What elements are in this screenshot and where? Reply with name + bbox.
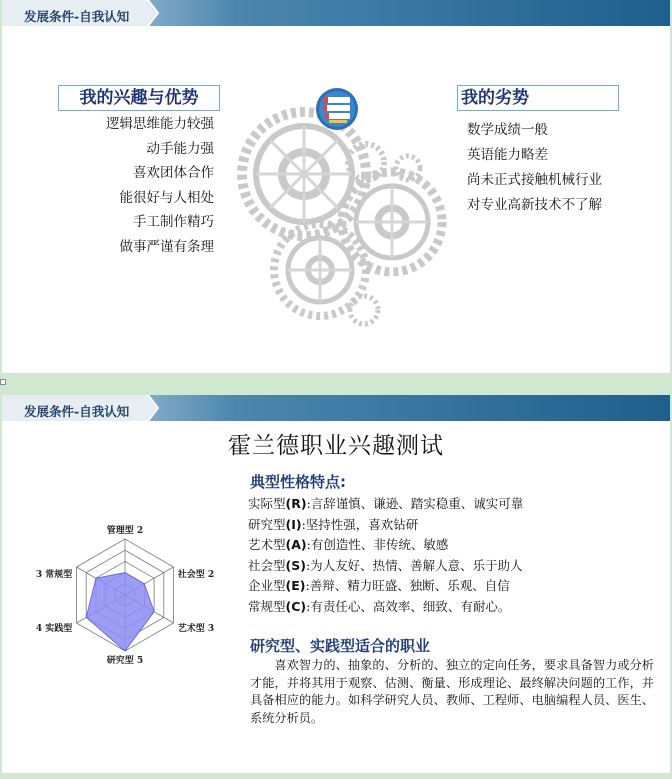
traits-list: [248, 494, 523, 617]
radar-label: 3 常规型: [35, 570, 73, 580]
slide-self-cognition-1: [2, 0, 670, 373]
list-item: 艺术型(A):有创造性、非传统、敏感: [248, 537, 449, 552]
books-icon: [315, 87, 359, 131]
list-item: 做事严谨有条理: [119, 238, 214, 255]
list-item: 逻辑思维能力较强: [106, 116, 214, 132]
list-item: 对专业高新技术不了解: [467, 197, 602, 213]
radar-label: 社会型 2: [177, 570, 215, 580]
radar-label: 艺术型 3: [177, 624, 215, 634]
slide-marker: [0, 379, 6, 385]
list-item: 英语能力略差: [467, 147, 548, 163]
header-title: 发展条件-自我认知: [24, 404, 130, 419]
career-paragraph: 喜欢智力的、抽象的、分析的、独立的定向任务，要求具备智力或分析才能，并将其用于观察、估测、衡量、形成理论、最终解决问题的工作，并具备相应的能力。如科学研究人员、教师、工程师、电脑编程人员、医生、系统分析员。: [250, 658, 654, 725]
radar-label: 4 实践型: [35, 624, 73, 634]
radar-series-area: [86, 573, 154, 651]
weaknesses-list: [467, 118, 602, 218]
traits-heading: 典型性格特点:: [250, 473, 346, 491]
header-title: 发展条件-自我认知: [24, 9, 130, 24]
list-item: 动手能力强: [146, 140, 214, 157]
radar-label: 管理型 2: [106, 526, 144, 536]
list-item: 企业型(E):善辩、精力旺盛、独断、乐观、自信: [248, 578, 510, 593]
strengths-title: 我的兴趣与优势: [58, 85, 220, 111]
header-banner: [2, 0, 670, 30]
holland-radar-chart: [30, 515, 230, 675]
page-title: 霍兰德职业兴趣测试: [228, 433, 444, 459]
list-item: 能很好与人相处: [119, 189, 214, 206]
strengths-list: [106, 112, 214, 259]
list-item: 常规型(C):有责任心、高效率、细致、有耐心。: [248, 598, 511, 614]
list-item: 社会型(S):为人友好、热情、善解人意、乐于助人: [248, 557, 523, 573]
slide-self-cognition-2: [2, 395, 670, 773]
header-banner: [2, 395, 670, 425]
list-item: 喜欢团体合作: [133, 165, 214, 181]
career-heading: 研究型、实践型适合的职业: [250, 637, 431, 655]
list-item: 手工制作精巧: [133, 214, 214, 230]
list-item: 尚未正式接触机械行业: [467, 172, 602, 188]
list-item: 实际型(R):言辞谨慎、谦逊、踏实稳重、诚实可靠: [248, 496, 524, 511]
list-item: 数学成绩一般: [467, 122, 548, 138]
list-item: 研究型(I):坚持性强，喜欢钻研: [248, 516, 419, 532]
weaknesses-title: 我的劣势: [457, 85, 619, 111]
radar-label: 研究型 5: [106, 656, 144, 666]
